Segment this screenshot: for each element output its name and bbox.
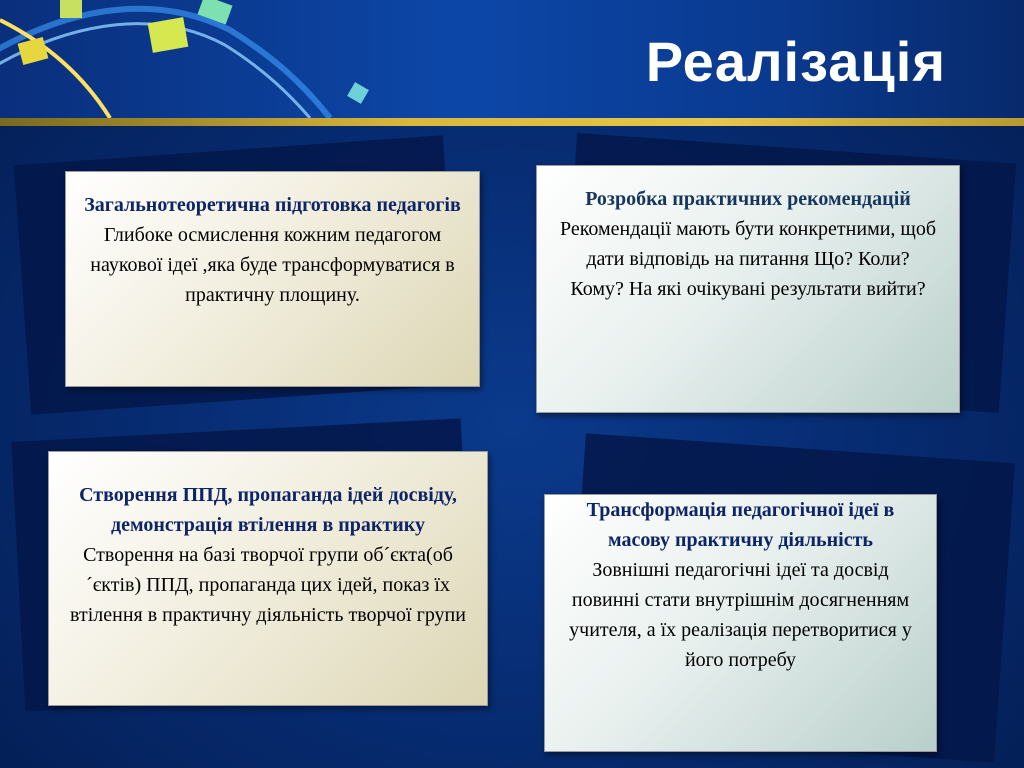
card-heading: Розробка практичних рекомендацій [585, 188, 911, 210]
card-body: Зовнішні педагогічні ідеї та досвід повинні стати внутрішнім досягненням учителя, а їх реалізація перетворитися у його потребу [569, 559, 912, 671]
card-ppd-creation [48, 451, 488, 706]
card-heading: Створення ППД, пропаганда ідей досвіду, демонстрація втілення в практику [79, 484, 457, 536]
decorative-art-icon [0, 0, 420, 118]
card-body: Створення на базі творчої групи об´єкта(об´єктів) ППД, пропаганда цих ідей, показ їх втілення в практичну діяльність творчої групи [70, 544, 466, 626]
card-body: Рекомендації мають бути конкретними, щоб дати відповідь на питання Що? Коли? Кому? На які очікувані результати вийти? [559, 218, 937, 300]
gold-divider [0, 118, 1024, 126]
card-heading: Трансформація педагогічної ідеї в масову практичну діяльність [586, 499, 895, 551]
card-theoretical-preparation [65, 171, 480, 387]
slide-title: Реалізація [645, 30, 946, 93]
card-body: Глибоке осмислення кожним педагогом наукової ідеї ,яка буде трансформуватися в практичну площину. [90, 224, 455, 306]
card-mass-transformation [544, 494, 937, 752]
card-practical-recommendations [536, 165, 960, 413]
header-banner [0, 0, 1024, 118]
card-heading: Загальнотеоретична підготовка педагогів [84, 194, 461, 216]
